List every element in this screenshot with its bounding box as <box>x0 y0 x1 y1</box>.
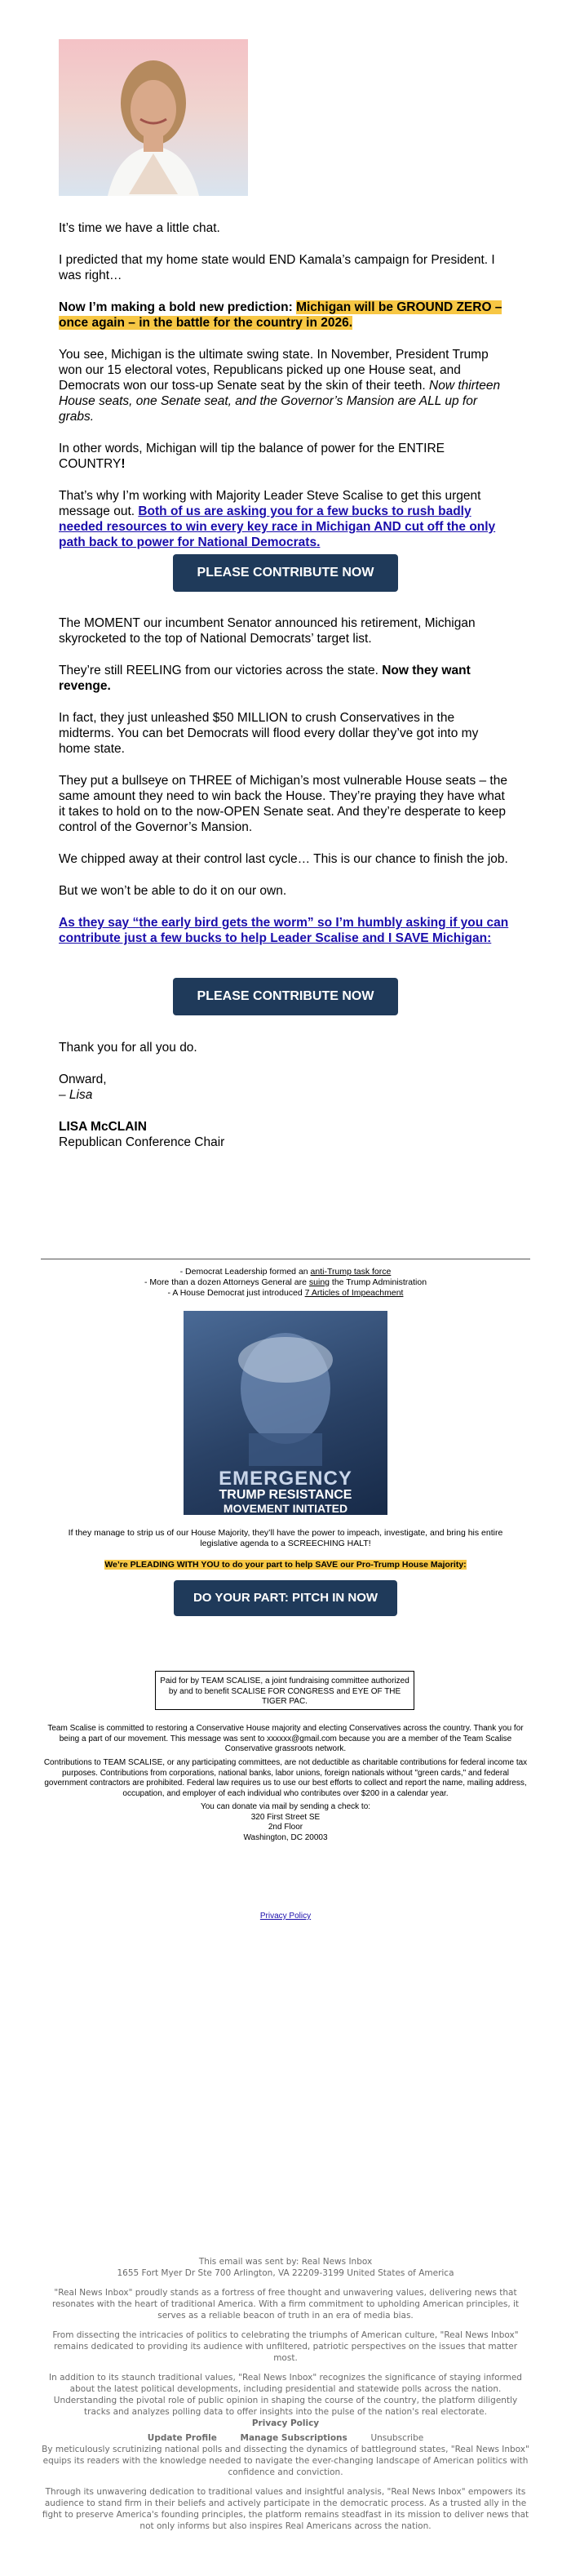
news-item-1-text: - Democrat Leadership formed an <box>179 1267 311 1277</box>
middle-p8-text: They’re still REELING from our victories across the state. <box>59 664 383 677</box>
privacy-policy-link[interactable]: Privacy Policy <box>259 1912 312 1921</box>
about-para-3: In addition to its staunch traditional values, "Real News Inbox" recognizes the significance of staying informed about the latest political developments, including presidential and statewide polls across the nation. Understanding the pivotal role of public opinion in shaping the course of the country, the platform diligently tracks and analyzes polling data to offer insights into the pulse of the nation's real electorate. <box>49 2373 522 2417</box>
contribute-button-2[interactable]: PLEASE CONTRIBUTE NOW <box>173 978 398 1015</box>
middle-p8-bold: Now they want revenge. <box>59 664 471 693</box>
news-item-3 <box>82 1288 489 1299</box>
intro-p2: I predicted that my home state would END Kamala’s campaign for President. I was right… <box>59 253 495 282</box>
mail-intro: You can donate via mail by sending a check to: <box>200 1802 371 1811</box>
intro-p3 <box>59 300 512 331</box>
emergency-banner[interactable] <box>184 1311 387 1515</box>
committed-text: Team Scalise is committed to restoring a Conservative House majority and electing Conservatives across the country. Thank you for being a part of our movement. This message was sent to xxxxxx@gmail.com because you are a member of the Team Scalise Conservative grassroots network. <box>47 1724 524 1753</box>
bottom-privacy-link[interactable]: Privacy Policy <box>251 2418 320 2428</box>
mail-addr-3: Washington, DC 20003 <box>243 1832 328 1842</box>
mail-address-block <box>41 1802 530 1843</box>
intro-p6-donate-link[interactable]: Both of us are asking you for a few bucks to rush badly needed resources to win every key race in Michigan AND cut off the only path back to power for National Democrats. <box>59 504 496 549</box>
news-list <box>82 1267 489 1299</box>
warning-text: If they manage to strip us of our House Majority, they’ll have the power to impeach, investigate, and bring his entire legislative agenda to a SCREECHING HALT! <box>68 1528 503 1548</box>
header-photo <box>59 39 248 196</box>
middle-p12: But we won’t be able to do it on our own. <box>59 884 287 898</box>
intro-p5 <box>59 441 512 472</box>
plea-wrap <box>0 1557 571 1571</box>
closing-onward: Onward, <box>59 1073 107 1086</box>
intro-p3-lead: Now I’m making a bold new prediction: <box>59 300 297 314</box>
news-item-2-tail: the Trump Administration <box>330 1277 427 1287</box>
middle-p9: In fact, they just unleashed $50 MILLION to crush Conservatives in the midterms. You can bet Democrats will flood every dollar they’ve got into my home state. <box>59 711 479 756</box>
intro-p6-text: That’s why I’m working with Majority Leader Steve Scalise to get this urgent message out. <box>59 489 481 518</box>
intro-p5-text: In other words, Michigan will tip the balance of power for the ENTIRE COUNTRY <box>59 442 445 471</box>
news-item-2 <box>82 1277 489 1288</box>
about-para-2: From dissecting the intricacies of politics to celebrating the triumphs of American culture, "Real News Inbox" remains dedicated to providing its audience with unfiltered, patriotic perspectives on the issues that matter most. <box>52 2330 519 2363</box>
news-item-2-text: - More than a dozen Attorneys General are <box>144 1277 309 1287</box>
manage-subscriptions-link[interactable]: Manage Subscriptions <box>240 2433 347 2443</box>
news-item-1 <box>82 1267 489 1277</box>
plea-text: We’re PLEADING WITH YOU to do your part to help SAVE our Pro-Trump House Majority: <box>104 1560 467 1570</box>
news-item-2-link[interactable]: suing <box>308 1277 330 1287</box>
middle-p8 <box>59 663 512 694</box>
subscription-links <box>41 2432 530 2444</box>
closing-section <box>59 1040 512 1150</box>
portrait-image <box>59 39 248 196</box>
intro-p4 <box>59 347 512 424</box>
intro-p1: It’s time we have a little chat. <box>59 221 220 235</box>
banner-line-3: MOVEMENT INITIATED <box>223 1502 348 1515</box>
middle-p7: The MOMENT our incumbent Senator announced his retirement, Michigan skyrocketed to the top of National Democrats’ target list. <box>59 616 476 646</box>
sent-by: This email was sent by: Real News Inbox <box>198 2257 373 2267</box>
middle-p13-donate-link[interactable]: As they say “the early bird gets the worm” so I’m humbly asking if you can contribute just a few bucks to help Leader Scalise and I SAVE Michigan: <box>59 916 509 945</box>
intro-p4-text: You see, Michigan is the ultimate swing state. In November, President Trump won our 15 electoral votes, Republicans picked up one House seat, and Democrats won our toss-up Senate seat by the skin of their teeth. <box>59 348 489 393</box>
paid-for-text: Paid for by TEAM SCALISE, a joint fundraising committee authorized by and to benefit SCALISE FOR CONGRESS and EYE OF THE TIGER PAC. <box>160 1677 409 1706</box>
news-item-3-text: - A House Democrat just introduced <box>167 1288 305 1298</box>
news-item-1-link[interactable]: anti-Trump task force <box>310 1267 392 1277</box>
sender-address: 1655 Fort Myer Dr Ste 700 Arlington, VA 22209-3199 United States of America <box>117 2268 454 2278</box>
intro-p4-italic: Now thirteen House seats, one Senate seat, and the Governor’s Mansion are ALL up for grabs. <box>59 379 501 424</box>
contributions-text: Contributions to TEAM SCALISE, or any participating committees, are not deductible as charitable contributions for federal income tax purposes. Contributions from corporations, national banks, labor unions, foreign nationals without "green cards," and federal government contractors are prohibited. Federal law requires us to use our best efforts to collect and report the name, mailing address, occupation, and employer of each individual who contributes over $200 in a calendar year. <box>43 1758 528 1798</box>
closing-signature: – Lisa <box>59 1088 93 1102</box>
middle-p10: They put a bullseye on THREE of Michigan’s most vulnerable House seats – the same amount they need to win back the House. They’re praying they have what it takes to hold on to the now-OPEN Senate seat. And they’re desperate to keep control of the Governor’s Mansion. <box>59 774 507 834</box>
pitch-in-button[interactable]: DO YOUR PART: PITCH IN NOW <box>174 1580 397 1616</box>
middle-section <box>59 615 512 946</box>
mail-addr-1: 320 First Street SE <box>250 1812 321 1822</box>
contribute-button-1[interactable]: PLEASE CONTRIBUTE NOW <box>173 554 398 592</box>
banner-title: EMERGENCY <box>219 1468 352 1490</box>
mailer-footer <box>41 2256 530 2532</box>
middle-p11: We chipped away at their control last cycle… This is our chance to finish the job. <box>59 852 508 866</box>
intro-p3-highlight: Michigan will be GROUND ZERO – once again – in the battle for the country in 2026. <box>59 300 502 330</box>
closing-thanks: Thank you for all you do. <box>59 1041 197 1055</box>
intro-p5-bang: ! <box>121 457 126 471</box>
privacy-wrap <box>0 1912 571 1921</box>
news-item-3-link[interactable]: 7 Articles of Impeachment <box>304 1288 404 1298</box>
closing-name: LISA McCLAIN <box>59 1120 147 1134</box>
banner-line-2: TRUMP RESISTANCE <box>219 1488 352 1502</box>
middle-p13 <box>59 915 512 946</box>
paid-for-box <box>155 1671 414 1710</box>
about-para-1: "Real News Inbox" proudly stands as a fortress of free thought and unwavering values, delivering news that resonates with the heart of traditional America. With a firm commitment to upholding American principles, it serves as a reliable beacon of truth in an era of media bias. <box>51 2288 520 2321</box>
intro-p6 <box>59 488 512 550</box>
about-para-5: Through its unwavering dedication to traditional values and insightful analysis, "Real News Inbox" empowers its audience to stand firm in their beliefs and actively participate in the democratic process. As a trusted ally in the fight to preserve America's founding principles, the platform remains steadfast in its mission to deliver news that not only informs but also inspires Real Americans across the nation. <box>42 2487 529 2531</box>
intro-section <box>59 220 512 550</box>
closing-title: Republican Conference Chair <box>59 1135 225 1149</box>
mail-addr-2: 2nd Floor <box>268 1823 303 1832</box>
update-profile-link[interactable]: Update Profile <box>147 2433 217 2443</box>
about-para-4: By meticulously scrutinizing national polls and dissecting the dynamics of battleground states, "Real News Inbox" equips its readers with the knowledge needed to navigate the ever-changing landscape of American politics with confidence and conviction. <box>42 2445 529 2477</box>
unsubscribe-link[interactable]: Unsubscribe <box>370 2433 424 2443</box>
